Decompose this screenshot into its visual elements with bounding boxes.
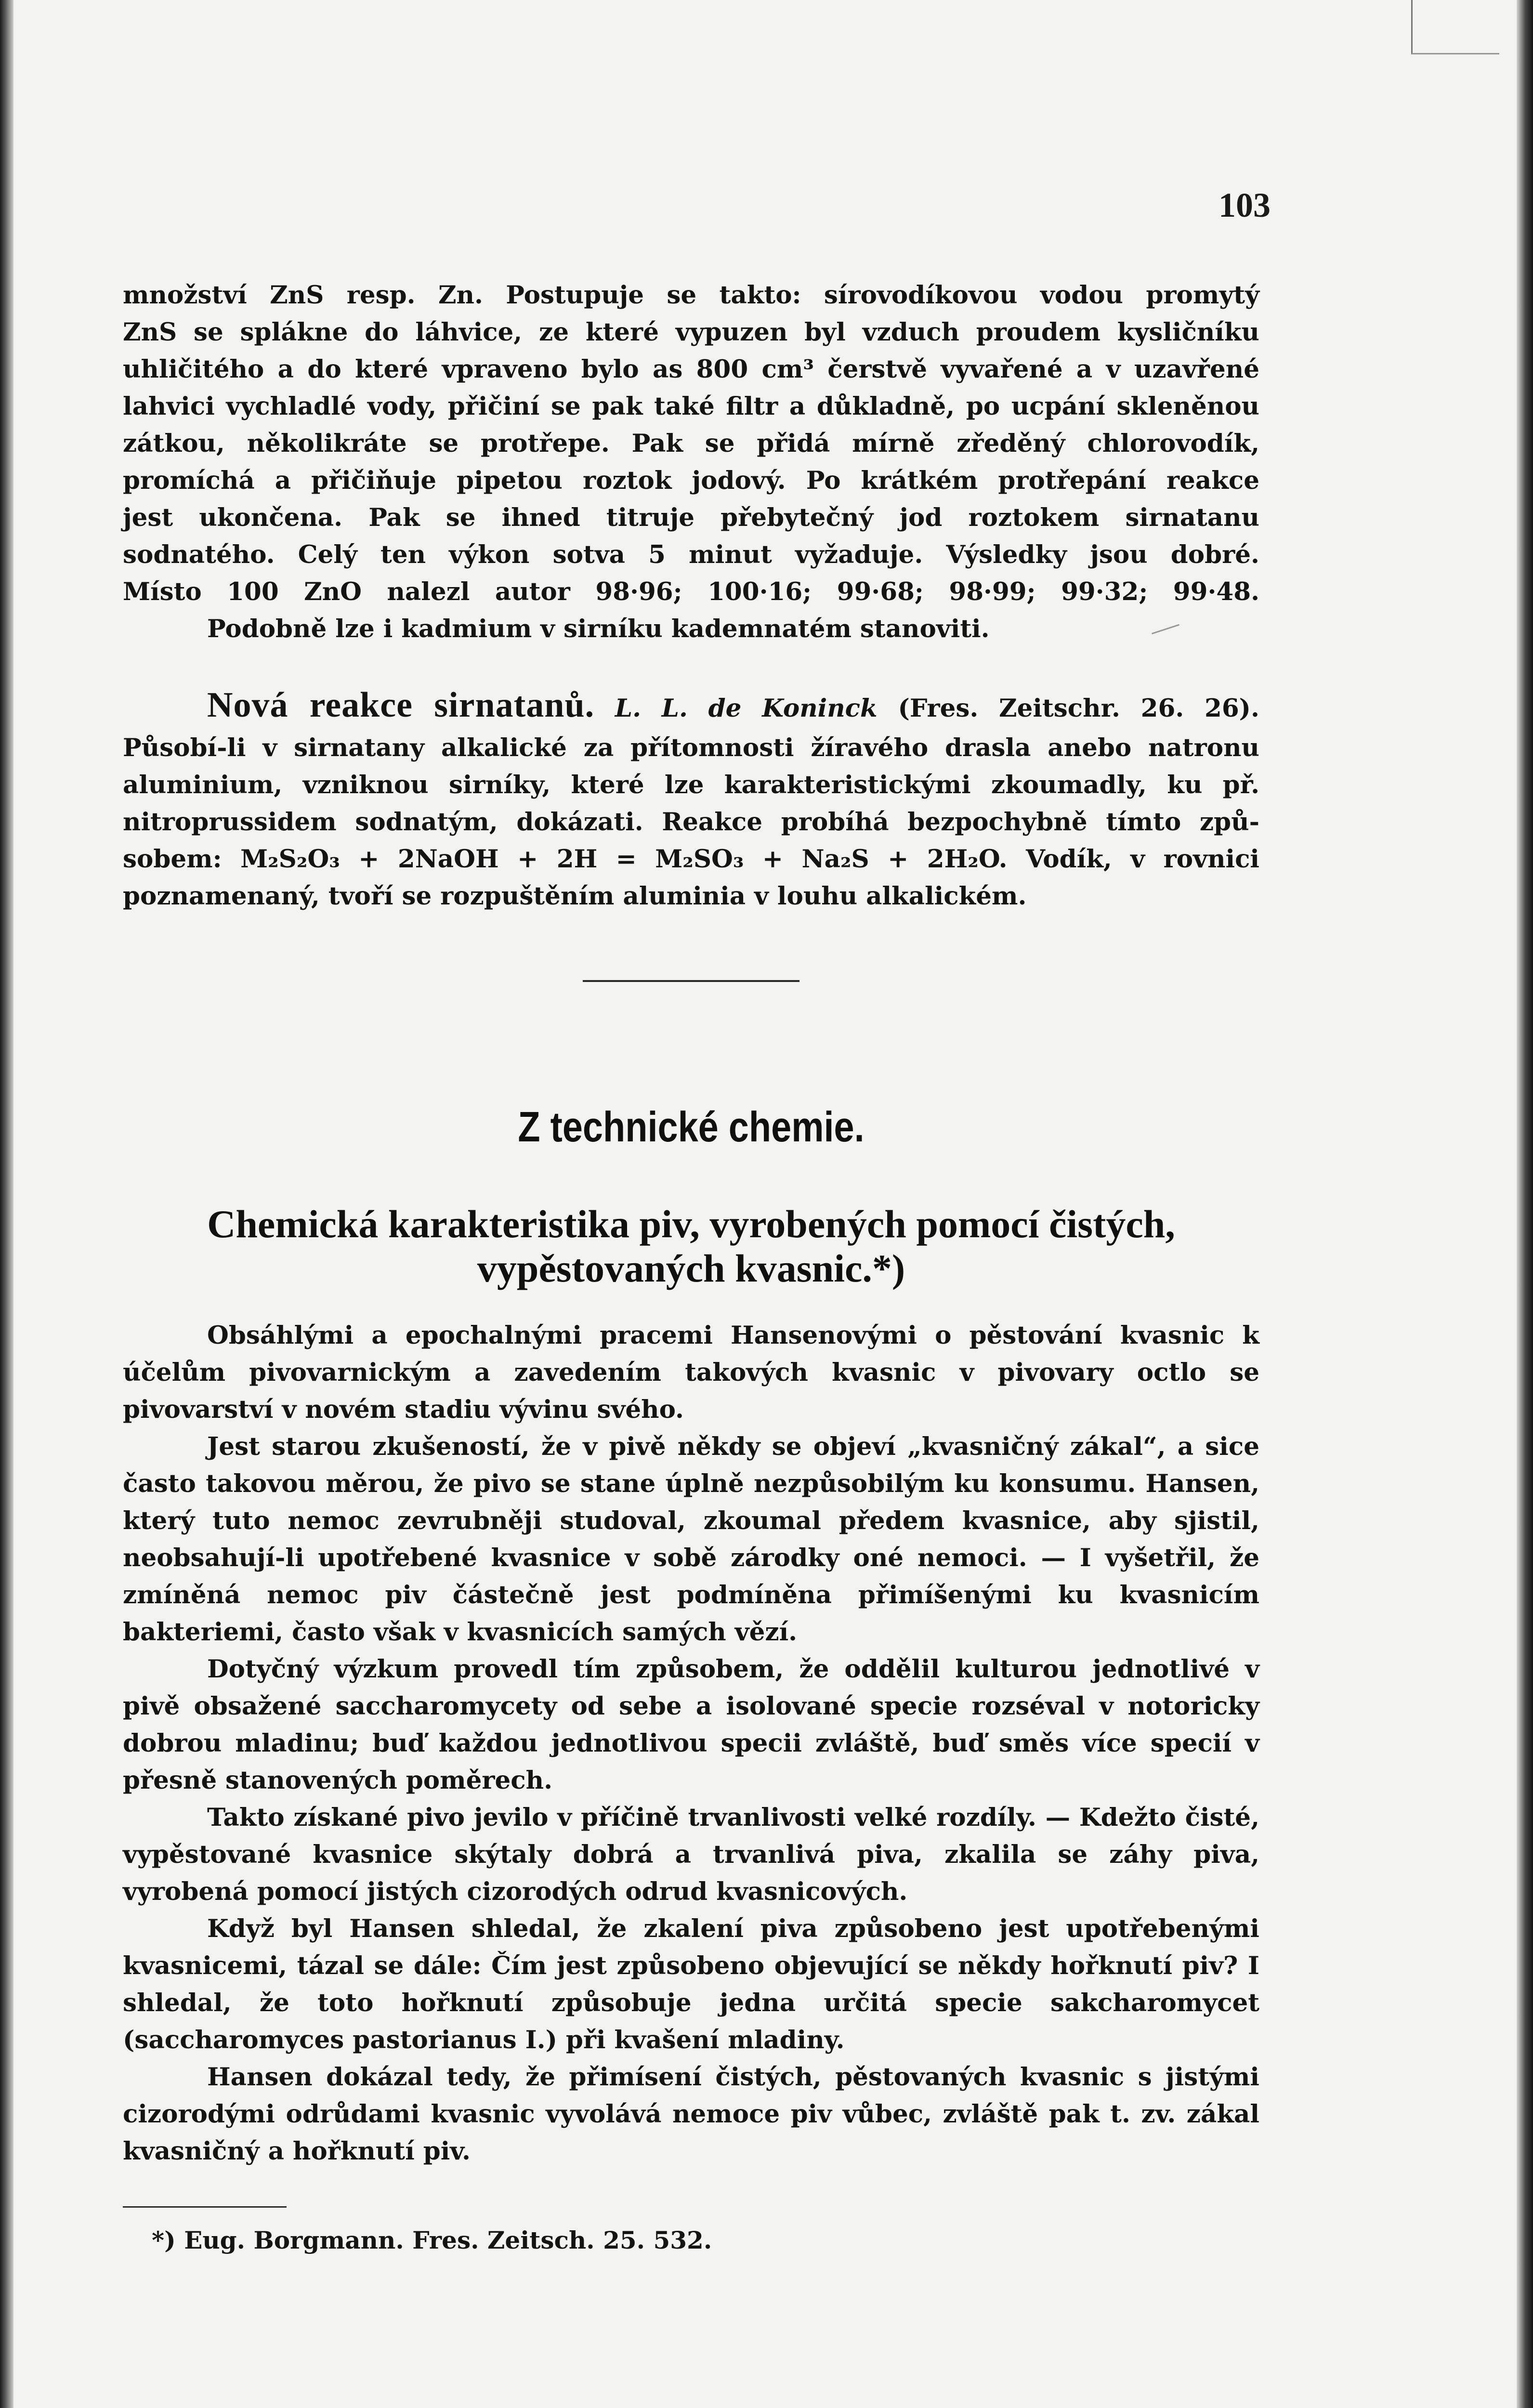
section-title: Z technické chemie. xyxy=(518,1103,865,1151)
page-number: 103 xyxy=(1219,186,1271,224)
article-paragraph: Když byl Hansen shledal, že zkalení piva způsobeno jest upotřebenými kvasnicemi, tázal se dále: Čím jest způsobeno objevující se někdy hořknutí piv? I shledal, že toto hořknutí způsobuje jedna určitá specie sakcharomycet (saccharomyces pastorianus I.) při kvašení mladiny. xyxy=(123,1914,1259,2055)
footnote: *) Eug. Borgmann. Fres. Zeitsch. 25. 532. xyxy=(152,2226,712,2254)
text-line: promíchá a přičiňuje pipetou roztok jodový. Po krátkém protřepání reakce xyxy=(123,466,1259,495)
article-title-line-2: vypěstovaných kvasnic.*) xyxy=(477,1246,905,1290)
text-line: zátkou, několikráte se protřepe. Pak se přidá mírně zředěný chlorovodík, xyxy=(123,429,1259,458)
article-paragraph: Jest starou zkušeností, že v pivě někdy se objeví „kvasničný zákal“, a sice často takovou měrou, že pivo se stane úplně nezpůsobilým ku konsumu. Hansen, který tuto nemoc zevrubněji studoval, zkoumal předem kvasnice, aby sjistil, neobsahují-li upotřebené kvasnice v sobě zárodky oné nemoci. — I vyšetřil, že zmíněná nemoc piv částečně jest podmíněna přimíšenými ku kvasnicím bakteriemi, často však v kvasnicích samých vězí. xyxy=(123,1432,1259,1647)
article-title xyxy=(123,1202,1259,1291)
section-heading-line xyxy=(123,684,1259,730)
text-line: nitroprussidem sodnatým, dokázati. Reakce probíhá bezpochybně tímto způ- xyxy=(123,808,1259,837)
footnote-divider xyxy=(123,2206,287,2208)
article-title-line-1: Chemická karakteristika piv, vyrobených pomocí čistých, xyxy=(207,1202,1175,1246)
section-heading: Nová reakce sirnatanů. xyxy=(207,685,595,725)
text-line: jest ukončena. Pak se ihned titruje přebytečný jod roztokem sirnatanu xyxy=(123,503,1259,532)
reaction-section xyxy=(123,684,1259,915)
scan-corner-mark xyxy=(1411,0,1499,54)
continuation-paragraph xyxy=(123,277,1259,648)
binding-shadow-right xyxy=(1517,0,1533,2408)
text-line: sodnatého. Celý ten výkon sotva 5 minut vyžaduje. Výsledky jsou dobré. xyxy=(123,540,1259,569)
text-line: ZnS se splákne do láhvice, ze které vypuzen byl vzduch proudem kysličníku xyxy=(123,318,1259,347)
article-paragraph: Dotyčný výzkum provedl tím způsobem, že oddělil kulturou jednotlivé v pivě obsažené saccharomycety od sebe a isolované specie rozséval v notoricky dobrou mladinu; buď každou jednotlivou specii zvláště, buď směs více specií v přesně stanovených poměrech. xyxy=(123,1655,1259,1795)
article-body xyxy=(123,1317,1259,2170)
text-line: Působí-li v sirnatany alkalické za přítomnosti žíravého drasla anebo natronu xyxy=(123,733,1259,762)
text-line: poznamenaný, tvoří se rozpuštěním aluminia v louhu alkalickém. xyxy=(123,882,1027,911)
article-paragraph: Hansen dokázal tedy, že přimísení čistých, pěstovaných kvasnic s jistými cizorodými odrůdami kvasnic vyvolává nemoce piv vůbec, zvláště pak t. zv. zákal kvasničný a hořknutí piv. xyxy=(123,2063,1259,2166)
text-line: lahvici vychladlé vody, přičiní se pak také filtr a důkladně, po ucpání skleněnou xyxy=(123,392,1259,421)
article-paragraph: Obsáhlými a epochalnými pracemi Hansenovými o pěstování kvasnic k účelům pivovarnickým a zavedením takových kvasnic v pivovary octlo se pivovarství v novém stadiu vývinu svého. xyxy=(123,1321,1259,1424)
citation: (Fres. Zeitschr. 26. 26). xyxy=(898,694,1259,723)
section-divider xyxy=(583,980,799,982)
text-line: Místo 100 ZnO nalezl autor 98·96; 100·16; 99·68; 98·99; 99·32; 99·48. xyxy=(123,577,1259,606)
text-line: množství ZnS resp. Zn. Postupuje se takto: sírovodíkovou vodou promytý xyxy=(123,281,1259,310)
binding-shadow-left xyxy=(0,0,13,2408)
author-name: L. L. de Koninck xyxy=(615,694,878,723)
text-column xyxy=(123,277,1259,2254)
chemical-equation-line: sobem: M₂S₂O₃ + 2NaOH + 2H = M₂SO₃ + Na₂S + 2H₂O. Vodík, v rovnici xyxy=(123,845,1259,874)
text-line: uhličitého a do které vpraveno bylo as 800 cm³ čerstvě vyvařené a v uzavřené xyxy=(123,355,1259,384)
text-line: aluminium, vzniknou sirníky, které lze karakteristickými zkoumadly, ku př. xyxy=(123,771,1259,799)
article-paragraph: Takto získané pivo jevilo v příčině trvanlivosti velké rozdíly. — Kdežto čisté, vypěstované kvasnice skýtaly dobrá a trvanlivá piva, zkalila se záhy piva, vyrobená pomocí jistých cizorodých odrud kvasnicových. xyxy=(123,1803,1259,1906)
text-line: Podobně lze i kadmium v sirníku kademnatém stanoviti. xyxy=(207,615,990,643)
